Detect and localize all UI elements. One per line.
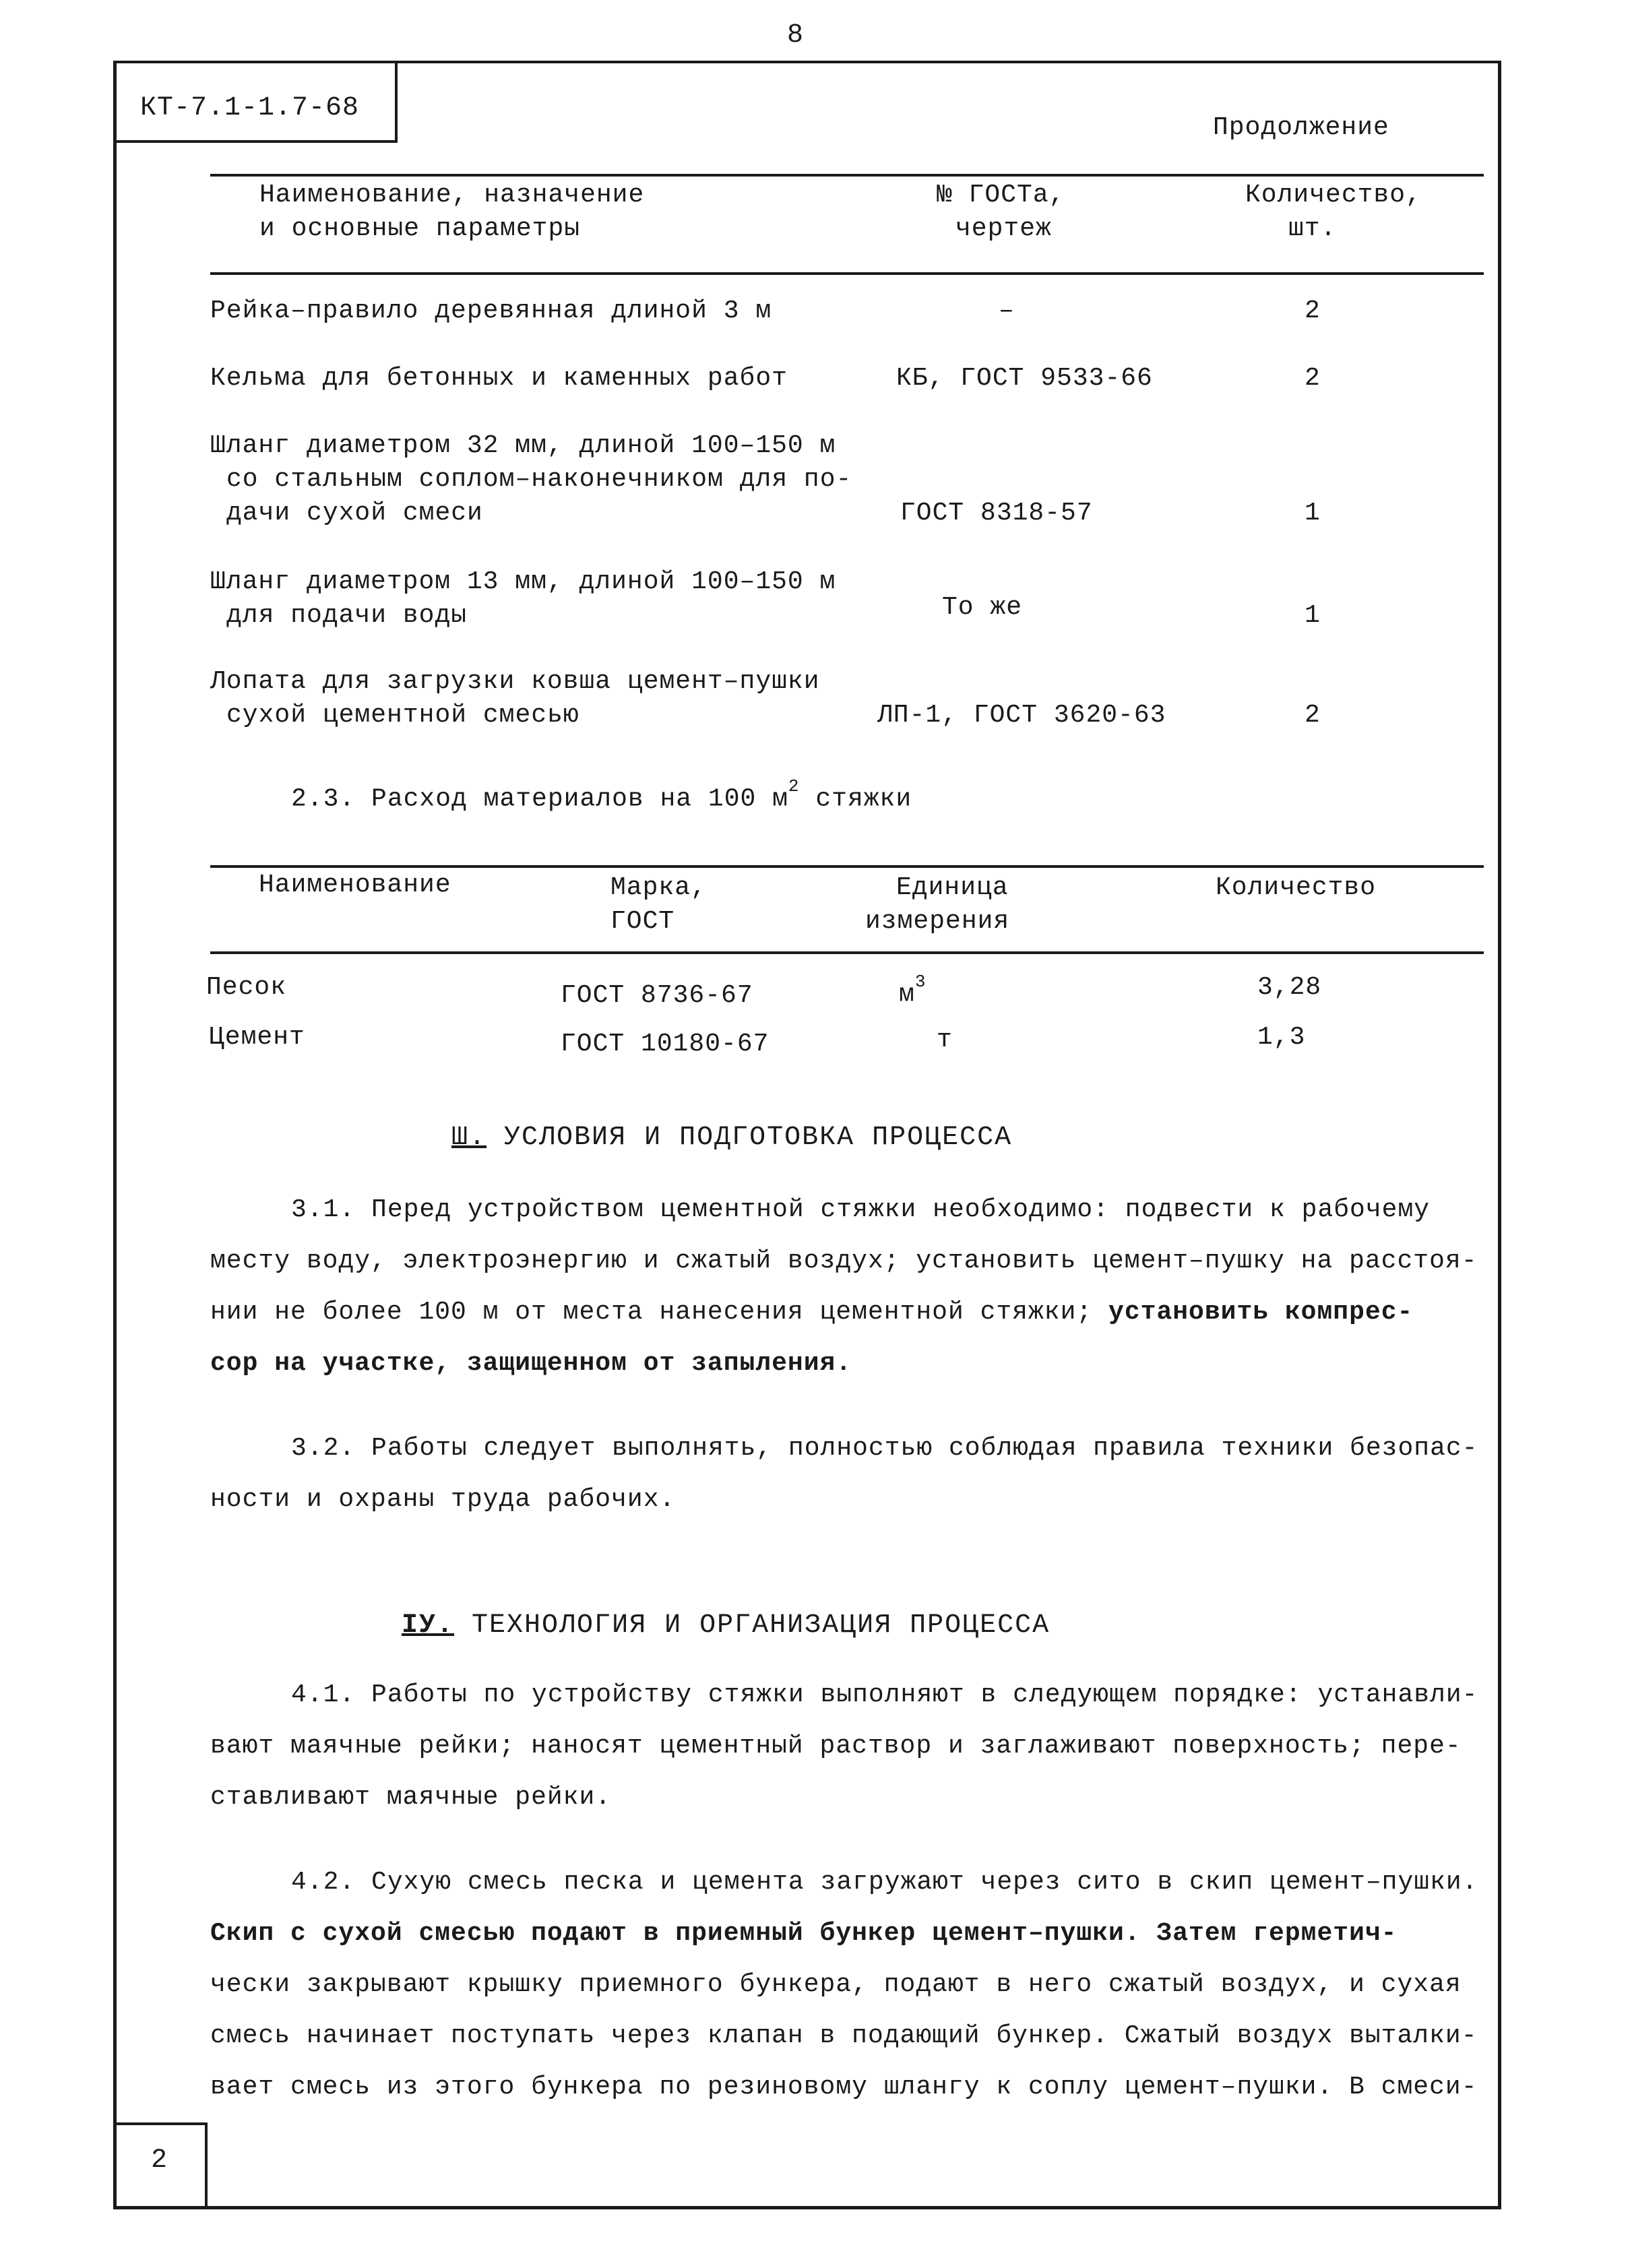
table1-header-name-2: и основные параметры [259, 214, 581, 243]
table2-header-rule [210, 951, 1484, 954]
table1-row2-name: Кельма для бетонных и каменных работ [210, 364, 788, 393]
table2-header-qty: Количество [1216, 873, 1377, 902]
section4-p1-line2: вают маячные рейки; наносят цементный раствор и заглаживают поверхность; пере- [210, 1732, 1462, 1761]
table1-top-rule [210, 174, 1484, 177]
table1-row3-qty: 1 [1305, 499, 1321, 528]
section-2-3-sup: 2 [788, 776, 800, 796]
section-2-3-text: 2.3. Расход материалов на 100 м [291, 784, 788, 814]
table1-row4-name-2: для подачи воды [226, 601, 468, 630]
table1-row2-qty: 2 [1305, 364, 1321, 393]
section4-p1-line3: ставливают маячные рейки. [210, 1783, 612, 1812]
table1-header-gost-2: чертеж [955, 214, 1052, 243]
section3-p2-line1: 3.2. Работы следует выполнять, полностью соблюдая правила техники безопас- [291, 1434, 1478, 1463]
table2-row1-unit [899, 972, 927, 1009]
section4-title-text: ТЕХНОЛОГИЯ И ОРГАНИЗАЦИЯ ПРОЦЕССА [472, 1610, 1050, 1641]
table1-row1-gost: – [999, 296, 1015, 325]
table2-row2-mark: ГОСТ 10180-67 [561, 1030, 770, 1059]
table1-header-qty-2: шт. [1288, 214, 1337, 243]
section4-p2-line4: смесь начинает поступать через клапан в подающий бункер. Сжатый воздух выталки- [210, 2021, 1478, 2050]
table1-row5-qty: 2 [1305, 701, 1321, 730]
table1-row5-gost: ЛП-1, ГОСТ 3620-63 [877, 701, 1166, 730]
table2-row1-qty: 3,28 [1257, 973, 1322, 1002]
section4-p2-line1: 4.2. Сухую смесь песка и цемента загружают через сито в скип цемент–пушки. [291, 1868, 1478, 1897]
table1-row3-name-2: со стальным соплом–наконечником для по- [226, 465, 852, 494]
section3-p1-bold-line: сор на участке, защищенном от запыления. [210, 1349, 852, 1378]
section3-p1-line1: 3.1. Перед устройством цементной стяжки необходимо: подвести к рабочему [291, 1195, 1431, 1224]
table1-header-name-1: Наименование, назначение [259, 181, 645, 210]
section3-p1-line3-text: нии не более 100 м от места нанесения цементной стяжки; [210, 1298, 1093, 1327]
table1-header-qty-1: Количество, [1245, 181, 1422, 210]
table1-row1-name: Рейка–правило деревянная длиной 3 м [210, 296, 772, 325]
section3-p2-line2: ности и охраны труда рабочих. [210, 1485, 676, 1514]
table2-header-unit-1: Единица [896, 873, 1009, 902]
section3-title [451, 1123, 1012, 1153]
table2-header-unit-2: измерения [865, 907, 1010, 936]
table1-header-gost-1: № ГОСТа, [937, 181, 1065, 210]
table1-header-rule [210, 272, 1484, 275]
doc-code: КТ-7.1-1.7-68 [140, 93, 360, 123]
section4-p2-bold-line: Скип с сухой смесью подают в приемный бункер цемент–пушки. Затем герметич- [210, 1919, 1398, 1948]
table2-row2-unit: т [937, 1026, 953, 1054]
section-2-3-heading [291, 776, 912, 814]
table1-row3-name-1: Шланг диаметром 32 мм, длиной 100–150 м [210, 431, 836, 460]
section3-p1-bold-tail: установить компрес- [1108, 1298, 1414, 1327]
section4-p1-line1: 4.1. Работы по устройству стяжки выполняют в следующем порядке: устанавли- [291, 1680, 1478, 1709]
table2-header-name: Наименование [259, 871, 451, 900]
table2-top-rule [210, 865, 1484, 868]
table2-header-mark-2: ГОСТ [610, 907, 675, 936]
table2-row1-unit-base: м [899, 980, 915, 1009]
table1-row5-name-2: сухой цементной смесью [226, 701, 579, 730]
section3-p1-line2: месту воду, электроэнергию и сжатый воздух; установить цемент–пушку на расстоя- [210, 1247, 1478, 1275]
table2-row1-mark: ГОСТ 8736-67 [561, 981, 753, 1010]
table2-header-mark-1: Марка, [610, 873, 707, 902]
table1-row3-gost: ГОСТ 8318-57 [900, 499, 1093, 528]
table2-row2-qty: 1,3 [1257, 1023, 1306, 1052]
table2-row1-unit-sup: 3 [914, 972, 927, 992]
page-number-top: 8 [787, 20, 805, 51]
section4-p2-line3: чески закрывают крышку приемного бункера, подают в него сжатый воздух, и сухая [210, 1970, 1462, 1999]
section4-title [402, 1610, 1050, 1641]
section4-p2-line5: вает смесь из этого бункера по резиновому шлангу к соплу цемент–пушки. В смеси- [210, 2073, 1478, 2102]
table2-row2-name: Цемент [209, 1023, 305, 1052]
table1-row4-gost: То же [942, 593, 1023, 622]
section4-title-num: IУ. [402, 1610, 455, 1641]
page-number-bottom: 2 [151, 2145, 168, 2176]
table1-row4-qty: 1 [1305, 601, 1321, 630]
section3-title-text: УСЛОВИЯ И ПОДГОТОВКА ПРОЦЕССА [504, 1123, 1013, 1153]
table1-row3-name-3: дачи сухой смеси [226, 499, 483, 528]
table2-row1-name: Песок [206, 973, 287, 1002]
table1-row1-qty: 2 [1305, 296, 1321, 325]
table1-row4-name-1: Шланг диаметром 13 мм, длиной 100–150 м [210, 567, 836, 596]
table1-row5-name-1: Лопата для загрузки ковша цемент–пушки [210, 667, 820, 696]
table1-row2-gost: КБ, ГОСТ 9533-66 [896, 364, 1153, 393]
section-2-3-tail: стяжки [815, 784, 912, 814]
continuation-label: Продолжение [1213, 113, 1389, 142]
section3-title-num: Ш. [451, 1123, 487, 1153]
section3-p1-line3 [210, 1298, 1413, 1327]
